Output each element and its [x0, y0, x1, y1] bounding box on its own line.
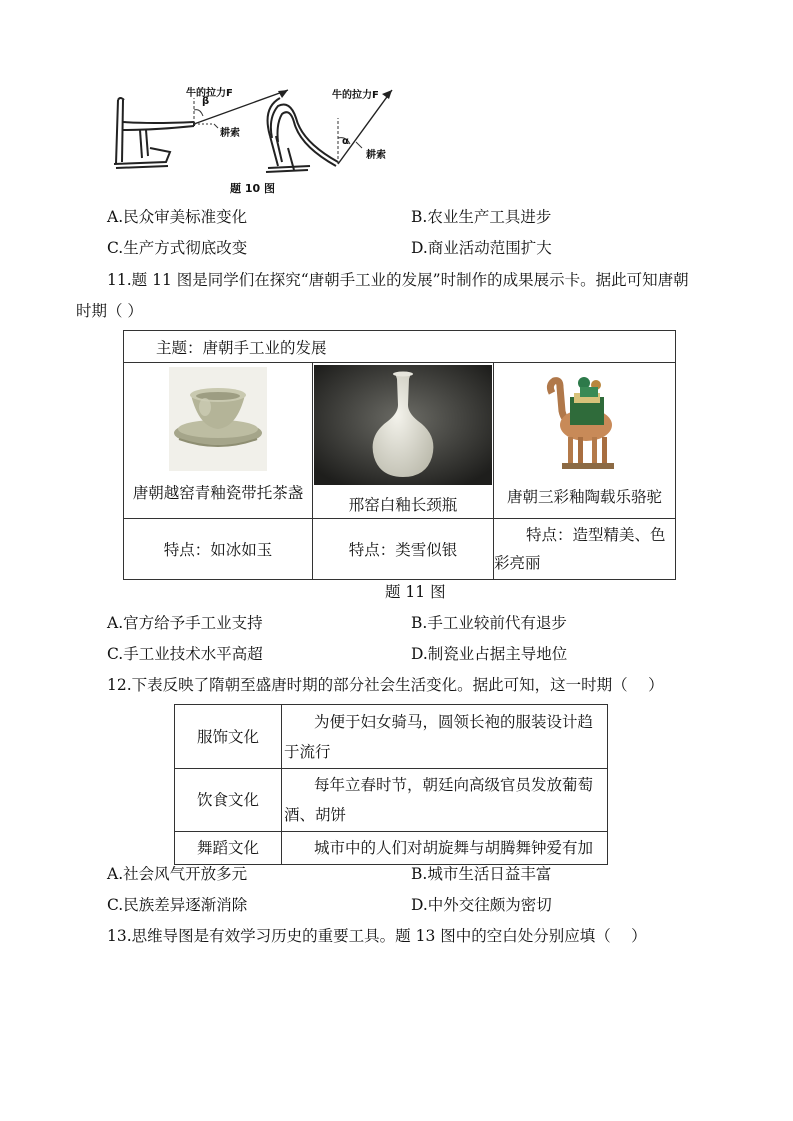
q11-item2-feature: 特点：类雪似银 [313, 518, 494, 579]
q10-option-a[interactable]: A.民众审美标准变化 [107, 208, 248, 226]
q12-option-a[interactable]: A.社会风气开放多元 [107, 865, 248, 883]
q11-item3-feature: 特点：造型精美、色 彩亮丽 [494, 518, 676, 579]
right-force-label: 牛的拉力F [332, 90, 379, 101]
left-rope-label: 耕索 [220, 128, 240, 139]
right-angle-alpha: α [342, 136, 349, 147]
q11-item1-feature: 特点：如冰如玉 [124, 518, 313, 579]
straight-plough [114, 98, 194, 168]
curved-plough [266, 98, 338, 172]
q13-stem: 13.思维导图是有效学习历史的重要工具。题 13 图中的空白处分别应填（ ） [107, 927, 647, 945]
q10-option-c[interactable]: C.生产方式彻底改变 [107, 239, 248, 257]
q12-row1-content: 为便于妇女骑马，圆领长袍的服装设计趋 于流行 [282, 705, 608, 769]
figure-10-caption: 题 10 图 [230, 182, 275, 195]
q11-option-a[interactable]: A.官方给予手工业支持 [107, 614, 263, 632]
q11-item2-cell [313, 363, 494, 519]
q11-item1-cell [124, 363, 313, 519]
q11-option-c[interactable]: C.手工业技术水平高超 [107, 645, 263, 663]
left-angle-beta: β [202, 96, 210, 107]
right-rope-label: 耕索 [366, 150, 386, 161]
figure-11-caption: 题 11 图 [385, 583, 446, 601]
q12-row3-label: 舞蹈文化 [175, 832, 282, 865]
q11-stem-line1: 11.题 11 图是同学们在探究“唐朝手工业的发展”时制作的成果展示卡。据此可知唐朝 [107, 271, 689, 289]
q12-stem: 12.下表反映了隋朝至盛唐时期的部分社会生活变化。据此可知，这一时期（ ） [107, 676, 664, 694]
q11-stem-line2: 时期（ ） [76, 302, 143, 320]
q10-option-d[interactable]: D.商业活动范围扩大 [411, 239, 552, 257]
q11-theme-cell [124, 331, 676, 363]
q12-row2-label: 饮食文化 [175, 769, 282, 832]
q11-item3-cell [494, 363, 676, 519]
q11-item3-name: 唐朝三彩釉陶载乐骆驼 [506, 488, 662, 507]
q12-row2-content: 每年立春时节，朝廷向高级官员发放葡萄 酒、胡饼 [282, 769, 608, 832]
q12-option-b[interactable]: B.城市生活日益丰富 [411, 865, 552, 883]
q11-item2-name: 邢窑白釉长颈瓶 [348, 496, 458, 515]
q11-display-card [123, 330, 676, 580]
q11-item1-name: 唐朝越窑青釉瓷带托茶盏 [132, 484, 304, 503]
q12-option-d[interactable]: D.中外交往颇为密切 [411, 896, 552, 914]
q12-option-c[interactable]: C.民族差异逐渐消除 [107, 896, 248, 914]
q11-option-b[interactable]: B.手工业较前代有退步 [411, 614, 567, 632]
q12-social-life-table [174, 704, 608, 865]
q11-option-d[interactable]: D.制瓷业占据主导地位 [411, 645, 568, 663]
sancai-camel-image [540, 363, 630, 475]
figure-10 [110, 78, 410, 198]
q12-row3-content: 城市中的人们对胡旋舞与胡腾舞钟爱有加 [282, 832, 608, 865]
q12-row1-label: 服饰文化 [175, 705, 282, 769]
q10-option-b[interactable]: B.农业生产工具进步 [411, 208, 552, 226]
q11-theme: 主题：唐朝手工业的发展 [156, 338, 327, 357]
tea-bowl-image [169, 367, 267, 471]
left-force-label: 牛的拉力F [186, 88, 233, 99]
long-neck-vase-image [314, 365, 492, 485]
